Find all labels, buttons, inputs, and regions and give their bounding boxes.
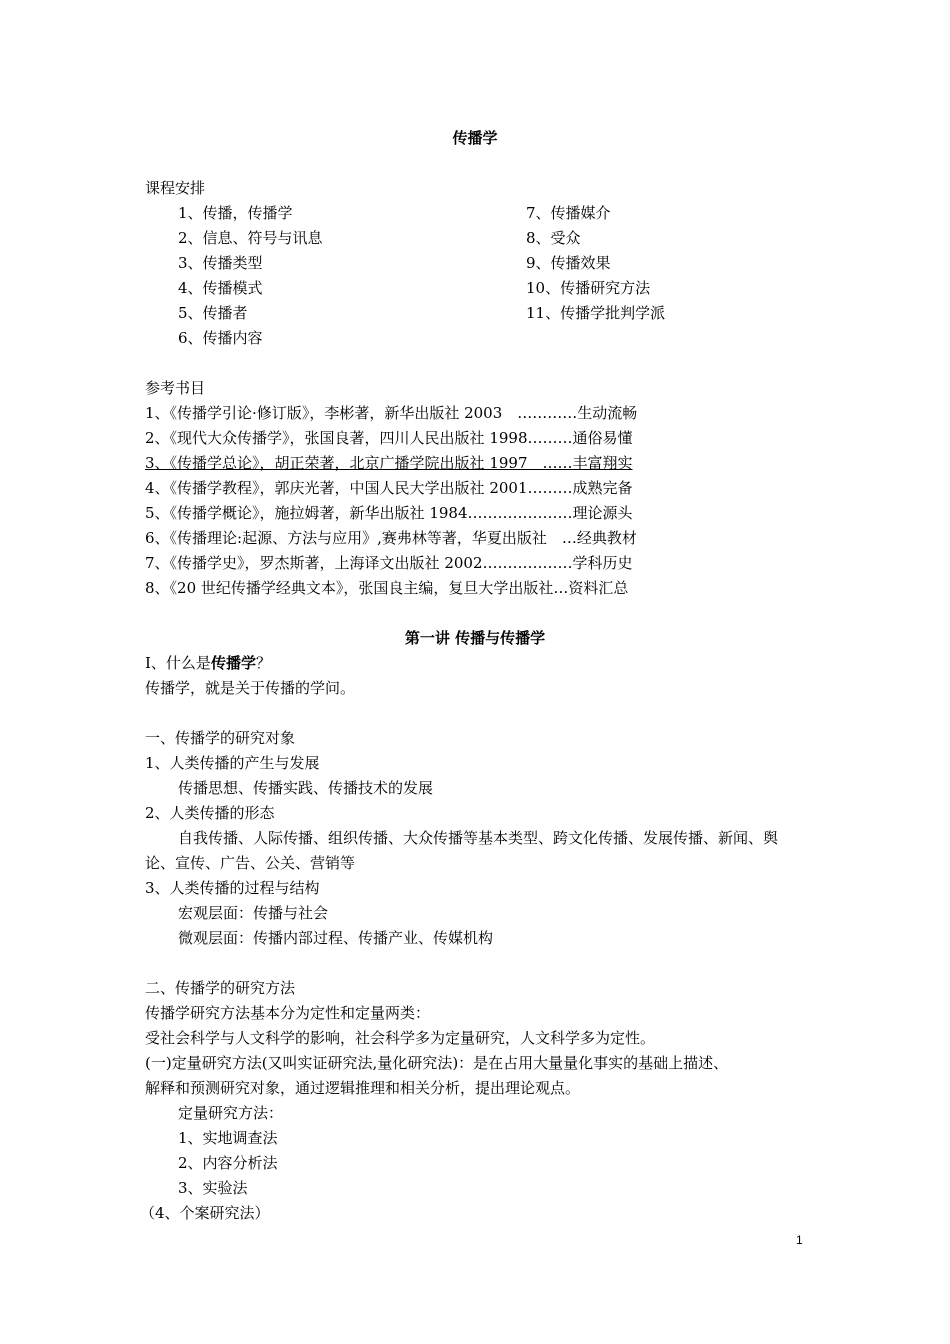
list-detail: 宏观层面：传播与社会: [178, 904, 329, 922]
page-number: 1: [796, 1233, 803, 1247]
list-item: 1、人类传播的产生与发展: [145, 754, 320, 772]
reference-item: 3、《传播学总论》，胡正荣著，北京广播学院出版社 1997 ……丰富翔实: [145, 454, 633, 472]
question-suffix: ？: [255, 654, 271, 672]
methods-label: 定量研究方法：: [178, 1104, 284, 1122]
schedule-item: 11、传播学批判学派: [526, 304, 666, 322]
list-detail: 微观层面：传播内部过程、传播产业、传媒机构: [178, 929, 494, 947]
schedule-item: 1、传播，传播学: [178, 204, 293, 222]
list-item: 3、人类传播的过程与结构: [145, 879, 320, 897]
method-item: 2、内容分析法: [178, 1154, 278, 1172]
schedule-item: 4、传播模式: [178, 279, 263, 297]
method-item: 1、实地调查法: [178, 1129, 278, 1147]
paragraph: (一)定量研究方法(又叫实证研究法,量化研究法)：是在占用大量量化事实的基础上描述、: [145, 1054, 729, 1072]
reference-item: 5、《传播学概论》，施拉姆著，新华出版社 1984…………………理论源头: [145, 504, 633, 522]
list-detail: 论、宣传、广告、公关、营销等: [145, 854, 356, 872]
list-item: 2、人类传播的形态: [145, 804, 275, 822]
references-heading: 参考书目: [145, 379, 206, 397]
schedule-item: 10、传播研究方法: [526, 279, 651, 297]
schedule-item: 7、传播媒介: [526, 204, 611, 222]
question-prefix: I、什么是: [145, 654, 211, 672]
method-item: （4、个案研究法）: [140, 1204, 270, 1222]
paragraph: 传播学研究方法基本分为定性和定量两类：: [145, 1004, 431, 1022]
paragraph: 受社会科学与人文科学的影响，社会科学多为定量研究，人文科学多为定性。: [145, 1029, 656, 1047]
reference-item: 6、《传播理论:起源、方法与应用》,赛弗林等著，华夏出版社 …经典教材: [145, 529, 637, 547]
paragraph: 解释和预测研究对象，通过逻辑推理和相关分析，提出理论观点。: [145, 1079, 581, 1097]
schedule-heading: 课程安排: [145, 179, 206, 197]
lecture-heading: 第一讲 传播与传播学: [404, 629, 546, 647]
definition: 传播学，就是关于传播的学问。: [145, 679, 356, 697]
page-title: 传播学: [452, 129, 498, 147]
list-detail: 自我传播、人际传播、组织传播、大众传播等基本类型、跨文化传播、发展传播、新闻、舆: [178, 829, 779, 847]
reference-item: 4、《传播学教程》，郭庆光著，中国人民大学出版社 2001………成熟完备: [145, 479, 633, 497]
question-term: 传播学: [210, 654, 256, 672]
schedule-item: 8、受众: [526, 229, 581, 247]
list-detail: 传播思想、传播实践、传播技术的发展: [178, 779, 434, 797]
method-item: 3、实验法: [178, 1179, 248, 1197]
schedule-item: 2、信息、符号与讯息: [178, 229, 323, 247]
schedule-item: 6、传播内容: [178, 329, 263, 347]
question-line: [145, 653, 271, 673]
reference-item: 8、《20 世纪传播学经典文本》，张国良主编，复旦大学出版社…资料汇总: [145, 579, 629, 597]
schedule-item: 3、传播类型: [178, 254, 263, 272]
schedule-item: 9、传播效果: [526, 254, 611, 272]
reference-item: 1、《传播学引论·修订版》，李彬著，新华出版社 2003 …………生动流畅: [145, 404, 638, 422]
section-heading: 二、传播学的研究方法: [145, 979, 296, 997]
section-heading: 一、传播学的研究对象: [145, 729, 296, 747]
reference-item: 7、《传播学史》，罗杰斯著，上海译文出版社 2002………………学科历史: [145, 554, 633, 572]
schedule-item: 5、传播者: [178, 304, 248, 322]
reference-item: 2、《现代大众传播学》，张国良著，四川人民出版社 1998………通俗易懂: [145, 429, 633, 447]
